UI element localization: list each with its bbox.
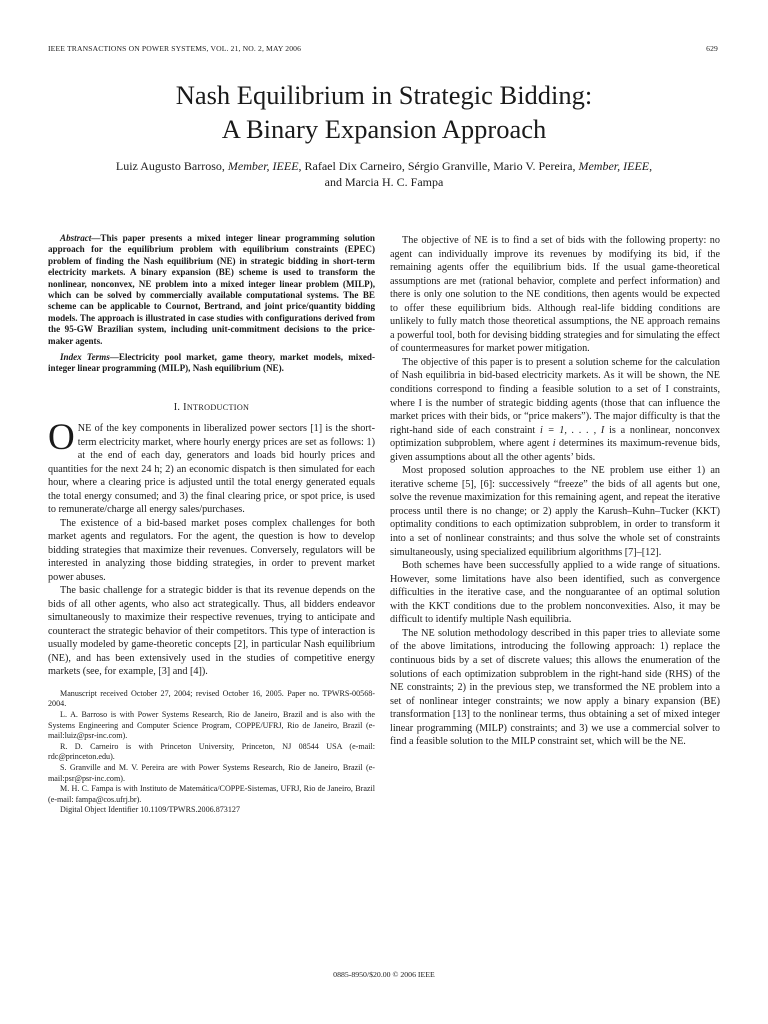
body-paragraph: The NE solution methodology described in this paper tries to alleviate some of the above limitations, introducing the following approach: 1) replace the continuous bids by a set of discrete values; this allows the enumeration of the solutions of each optimization subproblem in the right-hand side (RHS) of the NE constraints; 2) in the previous step, we transformed the NE problem into a set of nonlinear integer constraints; we now apply a binary expansion (BE) transformation [13] to the nonlinear terms, thus obtaining a set of mixed integer linear programming (MILP) constraints; and 3) we use a commercial solver to find a feasible solution to the MILP constraint set, which will be the NE.	[390, 627, 720, 748]
title-line-1: Nash Equilibrium in Strategic Bidding:	[175, 80, 593, 110]
footnote-doi: Digital Object Identifier 10.1109/TPWRS.2006.873127	[60, 805, 240, 815]
author-role: Member, IEEE	[227, 159, 299, 173]
body-paragraph: Most proposed solution approaches to the NE problem use either 1) an iterative scheme [5], [6]: successively “freeze” the bids of all agents but one, solve the revenue maximization for this remaining agent, and repeat the iterative process until there is no change; or 2) apply the Karush–Kuhn–Tucker (KKT) optimality conditions to each optimization subproblem, in order to transform it into a set of nonlinear constraints; and thus solve the whole set of constraints simultaneously, using specialized equilibrium algorithms [7]–[12].	[390, 465, 720, 558]
abstract-label: Abstract—	[60, 233, 101, 243]
title-line-2: A Binary Expansion Approach	[221, 114, 547, 144]
page-number: 629	[706, 44, 718, 53]
intro-paragraph-1: ONE of the key components in liberalized power sectors [1] is the short-term electricity market, where hourly energy prices are set as follows: 1) at the end of each day, generators and loads bid hourly prices and quantities for the next 24 h; 2) an economic dispatch is then simulated for each hour, where a clearing price is adjusted until the total energy generated equals the total energy consumed; and 3) the final clearing price, or spot price, is used to remunerate/charge all energy sales/purchases.	[48, 417, 375, 516]
footnote-manuscript: Manuscript received October 27, 2004; revised October 16, 2005. Paper no. TPWRS-00568-2004.	[48, 688, 375, 709]
author-separator: ,	[649, 159, 653, 173]
section-heading-introduction: I. INTRODUCTION	[173, 401, 250, 413]
footnote-author: R. D. Carneiro is with Princeton University, Princeton, NJ 08544 USA (e-mail: rdc@princeton.edu).	[48, 741, 375, 762]
intro-paragraph-2: The existence of a bid-based market poses complex challenges for both market agents and regulators. For the agent, the question is how to develop bidding strategies that maximize their revenues. Conversely, regulators will be interested in analyzing those bidding strategies, in order to prevent market power abuses.	[48, 517, 375, 583]
body-paragraph: The objective of this paper is to present a solution scheme for the calculation of Nash equilibria in bid-based electricity markets. As it will be shown, the NE conditions correspond to finding a feasible solution to a set of I constraints, where I is the number of strategic bidding agents (those that can influence the market prices with their bids, or “price makers”). The major difficulty is that the right-hand side of each constraint i = 1, . . . , I is a nonlinear, nonconvex optimization subproblem, where agent i determines its maximum-revenue bids, given assumptions about all the other agents’ bids.	[390, 356, 721, 463]
drop-cap: O	[48, 417, 75, 459]
abstract	[48, 233, 375, 347]
author-names: , Rafael Dix Carneiro, Sérgio Granville, Mario V. Pereira,	[298, 159, 579, 173]
index-terms-text: Electricity pool market, game theory, market models, mixed-integer linear programming (MILP), Nash equilibrium (NE).	[48, 352, 375, 374]
footnote-author: S. Granville and M. V. Pereira are with Power Systems Research, Rio de Janeiro, Brazil (e-mail:psr@psr-inc.com).	[48, 763, 375, 783]
math-inline: i = 1, . . . , I	[540, 424, 605, 436]
footnote-author: M. H. C. Fampa is with Instituto de Matemática/COPPE-Sistemas, UFRJ, Rio de Janeiro, Brazil (e-mail: fampa@cos.ufrj.br).	[48, 784, 375, 804]
author-role: Member, IEEE	[578, 159, 650, 173]
author-list	[40, 158, 728, 190]
running-head	[48, 44, 718, 58]
paper-title	[40, 78, 728, 146]
abstract-text: This paper presents a mixed integer linear programming solution approach for the equilibrium problem with equilibrium constraints (EPEC) problem of finding the Nash equilibrium (NE) in strategic bidding in short-term electricity markets. A binary expansion (BE) scheme is used to transform the nonlinear, nonconvex, NE problem into a mixed integer linear problem (MILP), which can be solved by commercially available computational systems. The BE scheme can be applicable to Cournot, Bertrand, and joint price/quantity bidding models. The approach is illustrated in case studies with configurations derived from the 95-GW Brazilian system, including unit-commitment decisions to the price-maker agents.	[48, 233, 375, 346]
index-terms	[48, 352, 375, 375]
left-column	[48, 233, 375, 816]
math-inline: i	[552, 438, 556, 450]
body-paragraph: Both schemes have been successfully applied to a wide range of situations. However, some limitations have also been identified, such as convergence difficulties in the iterative case, and the nonguarantee of an optimal solution with the KKT conditions due to the problem nonconvexities. Also, it may be difficult to identify multiple Nash equilibria.	[390, 560, 720, 626]
author-name: Luiz Augusto Barroso,	[115, 159, 228, 173]
author-line-2: and Marcia H. C. Fampa	[324, 175, 444, 189]
footnotes	[48, 689, 375, 816]
author-line-1	[40, 158, 728, 174]
copyright-footer: 0885-8950/$20.00 © 2006 IEEE	[333, 970, 435, 979]
footnote-author: L. A. Barroso is with Power Systems Research, Rio de Janeiro, Brazil and is also with the Systems Engineering and Computer Science Program, COPPE/UFRJ, Rio de Janeiro, Brazil (e-mail:luiz@psr-inc.com).	[48, 710, 375, 741]
journal-name: IEEE TRANSACTIONS ON POWER SYSTEMS, VOL. 21, NO. 2, MAY 2006	[48, 44, 302, 53]
right-column	[390, 234, 720, 749]
intro-paragraph-3: The basic challenge for a strategic bidder is that its revenue depends on the bids of all other agents, who also act strategically. Thus, all bidders endeavor simultaneously to maximize their respective revenues, trying to anticipate and counteract the strategic behavior of their competitors. This type of interaction is usually modeled by game-theoretic concepts [2], in particular Nash equilibrium (NE), and has been extensively used in the studies of competitive energy markets (see, for example, [3] and [4]).	[48, 585, 375, 678]
body-paragraph: The objective of NE is to find a set of bids with the following property: no agent can individually improve its revenues by modifying its bid, if the remaining agents offer the equilibrium bids. If the usual game-theoretical assumptions are met (rational behavior, complete and perfect information) and there is only one solution to the NE conditions, then agents would be expected to offer these equilibrium bids. Although real-life bidding conditions are unlikely to fully match those theoretical assumptions, the NE approach remains a powerful tool, both for devising bidding strategies and for simulating the effect of countermeasures for market power mitigation.	[390, 235, 720, 355]
index-terms-label: Index Terms—	[60, 352, 119, 363]
